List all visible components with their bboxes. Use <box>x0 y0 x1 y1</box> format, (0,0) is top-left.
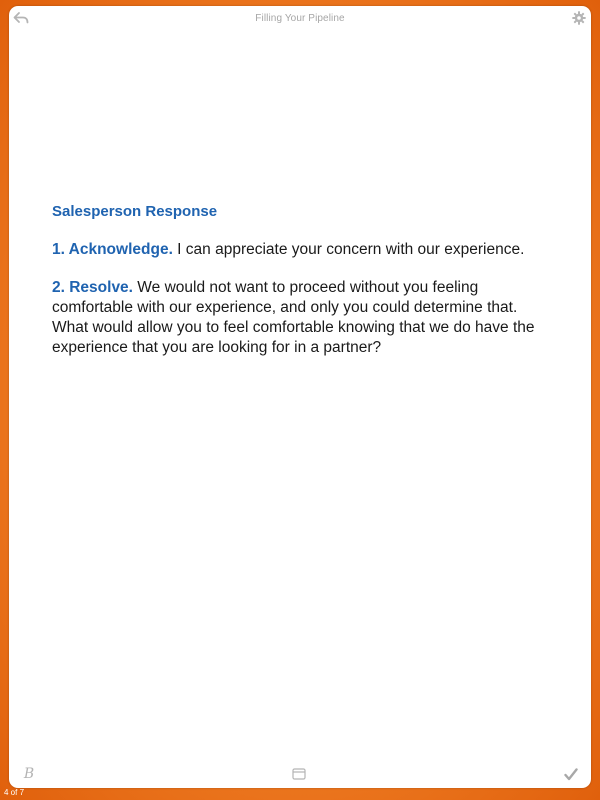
bottom-toolbar <box>9 760 591 788</box>
gear-icon[interactable] <box>572 11 586 25</box>
checkmark-icon[interactable] <box>564 768 578 781</box>
acknowledge-text: I can appreciate your concern with our experience. <box>172 241 525 258</box>
response-content <box>52 202 552 358</box>
top-toolbar <box>9 6 591 32</box>
panel-icon[interactable] <box>292 768 306 780</box>
resolve-label: 2. Resolve. <box>52 279 133 296</box>
document-page <box>9 6 591 788</box>
acknowledge-paragraph <box>52 240 552 260</box>
resolve-paragraph <box>52 278 552 358</box>
bold-format-icon[interactable]: B <box>23 766 35 782</box>
page-title: Filling Your Pipeline <box>255 13 345 24</box>
section-heading: Salesperson Response <box>52 203 218 220</box>
acknowledge-label: 1. Acknowledge. <box>52 241 173 258</box>
resolve-text: We would not want to proceed without you feeling comfortable with our experience, and only you could determine that. What would allow you to feel comfortable knowing that we do have the experience that you are looking for in a partner? <box>52 279 535 356</box>
page-indicator: 4 of 7 <box>4 788 25 797</box>
